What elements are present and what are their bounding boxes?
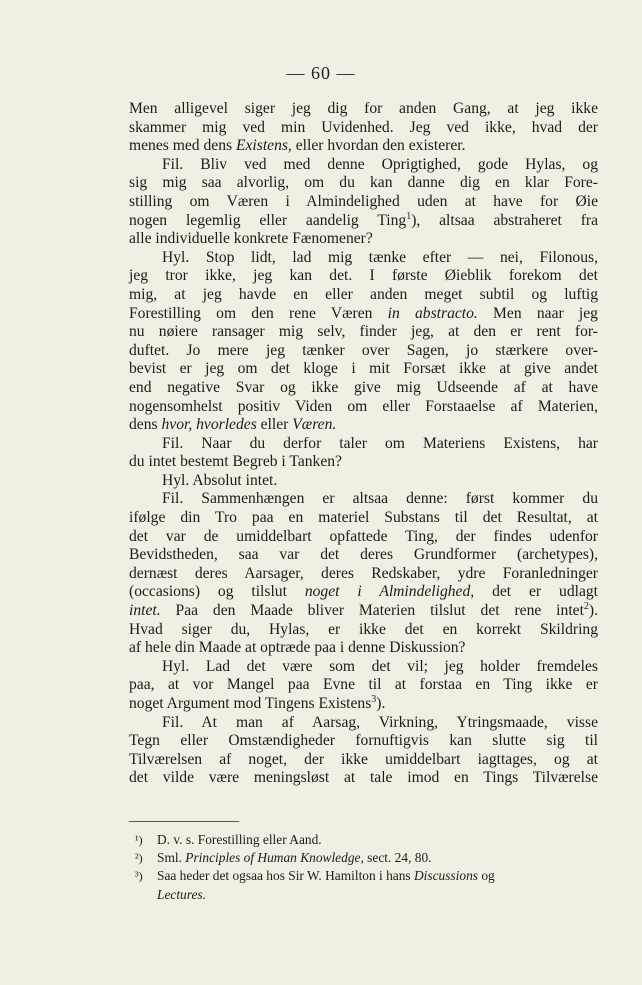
italic-text: hvor, hvorledes	[161, 416, 257, 434]
footnote-ref: 2	[583, 600, 589, 612]
italic-text: Lectures.	[157, 886, 206, 902]
italic-text: Væren.	[292, 416, 337, 434]
text-line: end negative Svar og ikke give mig Udseende af at have	[129, 378, 598, 396]
text-line: nogen legemlig eller aandelig Ting$^1$), altsaa abstraheret fra	[129, 210, 599, 229]
text-line: mig, at jeg havde en eller anden meget subtil og luftig	[129, 285, 598, 303]
text-line: Hyl. Absolut intet.	[162, 471, 278, 489]
text-line: menes med dens Existens, eller hvordan den existerer.	[129, 137, 466, 155]
text-line: (occasions) og tilslut noget i Almindelighed, det er udlagt	[129, 583, 599, 601]
text-line: paa, at vor Mangel paa Evne til at forstaa en Ting ikke er	[129, 676, 598, 694]
page-number: — 60 —	[286, 63, 356, 83]
italic-text: noget i Almindelighed,	[304, 583, 475, 601]
text-line: Fil. Sammenhængen er altsaa denne: først kommer du	[162, 490, 598, 508]
footnote	[135, 886, 598, 903]
footnote: ³) Saa heder det ogsaa hos Sir W. Hamilton i hans Discussions og	[135, 867, 598, 885]
text-line: Men alligevel siger jeg dig for anden Gang, at jeg ikke	[129, 100, 598, 117]
text-line: intet. Paa den Maade bliver Materien tilslut det rene intet$^2$).	[129, 600, 598, 620]
footnotes	[135, 831, 598, 903]
text-line: nu nøiere ransager mig selv, finder jeg, at den er rent for-	[129, 323, 598, 341]
footnote-mark: ¹)	[135, 833, 143, 847]
text-line: ifølge din Tro paa en materiel Substans til det Resultat, at	[129, 509, 598, 527]
footnote: ¹) D. v. s. Forestilling eller Aand.	[135, 831, 598, 849]
text-line: stilling om Væren i Almindelighed uden at have for Øie	[129, 192, 598, 210]
text-line: sig mig saa alvorlig, om du kan danne dig en klar Fore-	[129, 174, 598, 192]
footnote-divider	[129, 821, 239, 822]
main-text	[129, 100, 598, 788]
italic-text: Discussions	[413, 868, 478, 884]
text-line: alle individuelle konkrete Fænomener?	[129, 230, 373, 248]
text-line: Forestilling om den rene Væren in abstracto. Men naar jeg	[129, 304, 598, 322]
text-line: Bevidstheden, saa var det deres Grundformer (archetypes),	[129, 546, 598, 564]
text-line: Hvad siger du, Hylas, er ikke det en korrekt Skildring	[129, 620, 598, 638]
text-line: det vilde være meningsløst at tale imod en Tings Tilværelse	[129, 769, 598, 787]
italic-text: Principles of Human Knowledge,	[185, 850, 364, 866]
text-line: Hyl. Lad det være som det vil; jeg holder fremdeles	[162, 657, 598, 675]
text-line: du intet bestemt Begreb i Tanken?	[129, 453, 342, 471]
italic-text: Existens,	[235, 137, 292, 155]
text-line: duftet. Jo mere jeg tænker over Sagen, jo stærkere over-	[129, 341, 598, 359]
footnote-mark: ²)	[135, 851, 143, 866]
text-line: nogensomhelst positiv Viden om eller Forstaaelse af Materien,	[129, 397, 598, 415]
text-line: af hele din Maade at optræde paa i denne Diskussion?	[129, 639, 466, 657]
text-line: dens hvor, hvorledes eller Væren.	[129, 416, 337, 434]
italic-text: intet.	[129, 602, 161, 620]
text-line: det var de umiddelbart opfattede Ting, der findes udenfor	[129, 527, 598, 545]
footnote-ref: 1	[406, 210, 412, 222]
text-line: Fil. Naar du derfor taler om Materiens Existens, har	[162, 434, 598, 452]
text-line: Hyl. Stop lidt, lad mig tænke efter — nei, Filonous,	[162, 248, 598, 266]
text-line: Fil. At man af Aarsag, Virkning, Ytringsmaade, visse	[162, 713, 598, 731]
italic-text: in abstracto.	[387, 304, 478, 322]
text-line: dernæst deres Aarsager, deres Redskaber, ydre Foranledninger	[129, 564, 598, 582]
text-line: Fil. Bliv ved med denne Oprigtighed, gode Hylas, og	[162, 155, 598, 173]
text-line: bevist er jeg om det kloge i mit Forsæt ikke at give andet	[129, 360, 598, 378]
text-line: jeg tror ikke, jeg kan det. I første Øieblik forekom det	[129, 267, 598, 285]
text-line: Tilværelsen af noget, der ikke umiddelbart iagttages, og at	[129, 750, 598, 768]
footnote: ²) Sml. Principles of Human Knowledge, sect. 24, 80.	[135, 849, 598, 867]
text-line: skammer mig ved min Uvidenhed. Jeg ved ikke, hvad der	[129, 118, 598, 136]
text-line: noget Argument mod Tingens Existens$^3$).	[129, 693, 386, 712]
text-line: Tegn eller Omstændigheder fornuftigvis kan slutte sig til	[129, 732, 598, 750]
footnote-ref: 3	[371, 693, 377, 705]
footnote-mark: ³)	[135, 869, 143, 884]
